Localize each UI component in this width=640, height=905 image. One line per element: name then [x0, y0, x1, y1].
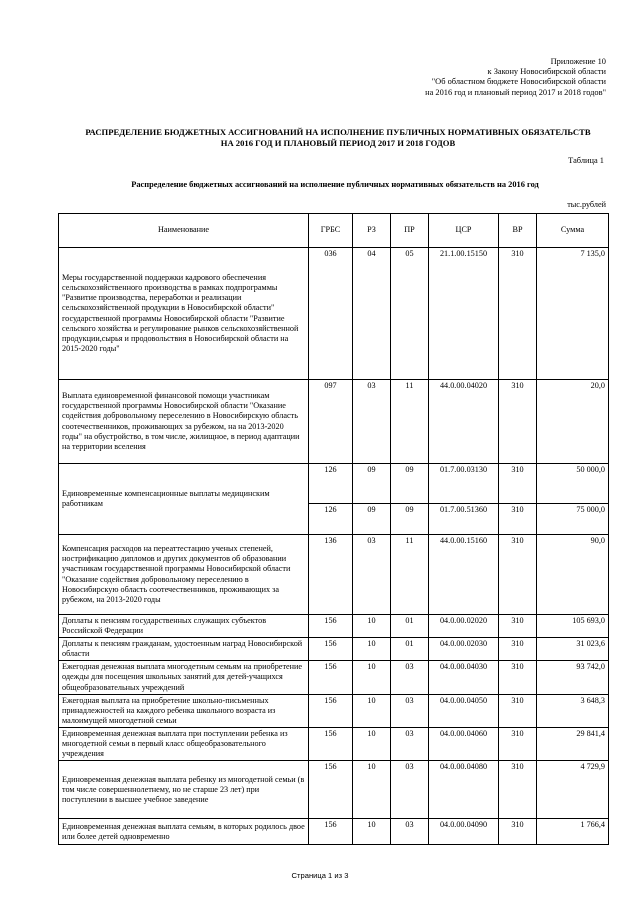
appendix-note [306, 57, 606, 98]
row-name-cell: Единовременные компенсационные выплаты медицинским работникам [59, 464, 309, 535]
row-rz-cell: 04 [353, 248, 391, 380]
table-row [59, 380, 609, 464]
row-csr-cell: 04.0.00.04090 [429, 819, 499, 845]
row-vr-cell: 310 [499, 248, 537, 380]
row-rz-cell: 10 [353, 615, 391, 638]
row-sum-cell: 93 742,0 [537, 661, 609, 694]
row-sum-cell: 1 766,4 [537, 819, 609, 845]
row-csr-cell: 04.0.00.04030 [429, 661, 499, 694]
row-grbs-cell: 126 [309, 504, 353, 535]
row-rz-cell: 03 [353, 380, 391, 464]
row-csr-cell: 21.1.00.15150 [429, 248, 499, 380]
row-name-cell: Единовременная денежная выплата при поступлении ребенка из многодетной семьи в первый класс общеобразовательного учреждения [59, 727, 309, 760]
row-grbs-cell: 126 [309, 464, 353, 504]
row-csr-cell: 01.7.00.51360 [429, 504, 499, 535]
column-header-sum: Сумма [537, 214, 609, 248]
row-grbs-cell: 156 [309, 761, 353, 819]
row-name-cell: Ежегодная денежная выплата многодетным семьям на приобретение одежды для посещения школьных занятий для детей-учащихся общеобразовательных учреждений [59, 661, 309, 694]
title-line: НА 2016 ГОД И ПЛАНОВЫЙ ПЕРИОД 2017 И 2018 ГОДОВ [220, 137, 456, 148]
table-body [59, 248, 609, 845]
table-row [59, 535, 609, 615]
column-header-csr: ЦСР [429, 214, 499, 248]
row-rz-cell: 10 [353, 638, 391, 661]
table-row [59, 464, 609, 504]
table-row [59, 694, 609, 727]
table-row [59, 761, 609, 819]
row-rz-cell: 10 [353, 819, 391, 845]
row-vr-cell: 310 [499, 380, 537, 464]
row-sum-cell: 3 648,3 [537, 694, 609, 727]
row-grbs-cell: 136 [309, 535, 353, 615]
row-grbs-cell: 156 [309, 638, 353, 661]
row-vr-cell: 310 [499, 661, 537, 694]
row-rz-cell: 10 [353, 694, 391, 727]
row-pr-cell: 11 [391, 380, 429, 464]
row-grbs-cell: 156 [309, 615, 353, 638]
row-sum-cell: 75 000,0 [537, 504, 609, 535]
table-row [59, 727, 609, 760]
row-rz-cell: 10 [353, 761, 391, 819]
row-name-cell: Выплата единовременной финансовой помощи участникам государственной программы Новосибирской области "Оказание содействия добровольному переселению в Новосибирскую область соотечественников, проживающих за рубежом, на на 2013-2020 годы" на обустройство, в том числе, жилищное, в период адаптации на территории вселения [59, 380, 309, 464]
row-sum-cell: 50 000,0 [537, 464, 609, 504]
row-sum-cell: 7 135,0 [537, 248, 609, 380]
row-grbs-cell: 156 [309, 661, 353, 694]
column-header-rz: РЗ [353, 214, 391, 248]
table-row [59, 819, 609, 845]
row-sum-cell: 105 693,0 [537, 615, 609, 638]
row-name-cell: Компенсация расходов на переаттестацию ученых степеней, нострификацию дипломов и других документов об образовании участникам государственной программы Новосибирской области "Оказание содействия добровольному переселению в Новосибирскую область соотечественников, проживающих за рубежом, на 2013-2020 годы [59, 535, 309, 615]
row-vr-cell: 310 [499, 638, 537, 661]
row-pr-cell: 01 [391, 615, 429, 638]
row-grbs-cell: 156 [309, 727, 353, 760]
row-vr-cell: 310 [499, 615, 537, 638]
row-pr-cell: 01 [391, 638, 429, 661]
row-sum-cell: 29 841,4 [537, 727, 609, 760]
row-vr-cell: 310 [499, 504, 537, 535]
table-row [59, 248, 609, 380]
column-header-grbs: ГРБС [309, 214, 353, 248]
row-csr-cell: 04.0.00.04080 [429, 761, 499, 819]
table-row [59, 638, 609, 661]
row-grbs-cell: 156 [309, 694, 353, 727]
row-csr-cell: 01.7.00.03130 [429, 464, 499, 504]
table-row [59, 615, 609, 638]
table-number: Таблица 1 [568, 156, 604, 165]
row-sum-cell: 4 729,9 [537, 761, 609, 819]
row-pr-cell: 09 [391, 504, 429, 535]
row-rz-cell: 10 [353, 727, 391, 760]
row-vr-cell: 310 [499, 464, 537, 504]
appendix-line: Приложение 10 [550, 57, 606, 66]
row-vr-cell: 310 [499, 694, 537, 727]
column-header-pr: ПР [391, 214, 429, 248]
table-row [59, 661, 609, 694]
row-rz-cell: 09 [353, 504, 391, 535]
budget-table [58, 213, 609, 845]
row-rz-cell: 09 [353, 464, 391, 504]
row-pr-cell: 03 [391, 661, 429, 694]
row-pr-cell: 03 [391, 819, 429, 845]
row-name-cell: Ежегодная выплата на приобретение школьно-письменных принадлежностей на каждого ребенка школьного возраста из малоимущей многодетной семьи [59, 694, 309, 727]
row-csr-cell: 44.0.00.15160 [429, 535, 499, 615]
row-vr-cell: 310 [499, 535, 537, 615]
title-line: РАСПРЕДЕЛЕНИЕ БЮДЖЕТНЫХ АССИГНОВАНИЙ НА ИСПОЛНЕНИЕ ПУБЛИЧНЫХ НОРМАТИВНЫХ ОБЯЗАТЕЛЬСТВ [85, 127, 591, 137]
row-name-cell: Единовременная денежная выплата семьям, в которых родилось двое или более детей одновременно [59, 819, 309, 845]
row-pr-cell: 03 [391, 761, 429, 819]
document-title [58, 127, 618, 148]
row-name-cell: Доплаты к пенсиям государственных служащих субъектов Российской Федерации [59, 615, 309, 638]
row-csr-cell: 44.0.00.04020 [429, 380, 499, 464]
table-subtitle: Распределение бюджетных ассигнований на исполнение публичных нормативных обязательств на 2016 год [131, 180, 539, 189]
row-name-cell: Меры государственной поддержки кадрового обеспечения сельскохозяйственного производства в рамках подпрограммы "Развитие производства, переработки и реализации сельскохозяйственной продукции в Новосибирской области" государственной программы Новосибирской области "Развитие сельского хозяйства и регулирование рынков сельскохозяйственной продукции,сырья и продовольствия в Новосибирской области на 2015-2020 годы" [59, 248, 309, 380]
row-rz-cell: 03 [353, 535, 391, 615]
row-pr-cell: 05 [391, 248, 429, 380]
row-sum-cell: 90,0 [537, 535, 609, 615]
appendix-line: на 2016 год и плановый период 2017 и 2018 годов" [425, 87, 606, 97]
row-pr-cell: 09 [391, 464, 429, 504]
row-pr-cell: 03 [391, 694, 429, 727]
row-pr-cell: 11 [391, 535, 429, 615]
row-name-cell: Единовременная денежная выплата ребенку из многодетной семьи (в том числе совершеннолетнему, но не старше 23 лет) при поступлении в высшее учебное заведение [59, 761, 309, 819]
column-header-vr: ВР [499, 214, 537, 248]
row-vr-cell: 310 [499, 819, 537, 845]
row-vr-cell: 310 [499, 761, 537, 819]
row-sum-cell: 20,0 [537, 380, 609, 464]
page-indicator: Страница 1 из 3 [291, 871, 349, 880]
row-rz-cell: 10 [353, 661, 391, 694]
column-header-name: Наименование [59, 214, 309, 248]
table-header-row [59, 214, 609, 248]
row-csr-cell: 04.0.00.04060 [429, 727, 499, 760]
row-vr-cell: 310 [499, 727, 537, 760]
units-label: тыс.рублей [567, 200, 606, 209]
row-grbs-cell: 156 [309, 819, 353, 845]
appendix-line: "Об областном бюджете Новосибирской области [431, 77, 606, 87]
row-csr-cell: 04.0.00.02020 [429, 615, 499, 638]
row-grbs-cell: 097 [309, 380, 353, 464]
row-grbs-cell: 036 [309, 248, 353, 380]
row-name-cell: Доплаты к пенсиям гражданам, удостоенным наград Новосибирской области [59, 638, 309, 661]
row-csr-cell: 04.0.00.04050 [429, 694, 499, 727]
row-sum-cell: 31 023,6 [537, 638, 609, 661]
appendix-line: к Закону Новосибирской области [487, 67, 606, 77]
row-pr-cell: 03 [391, 727, 429, 760]
row-csr-cell: 04.0.00.02030 [429, 638, 499, 661]
